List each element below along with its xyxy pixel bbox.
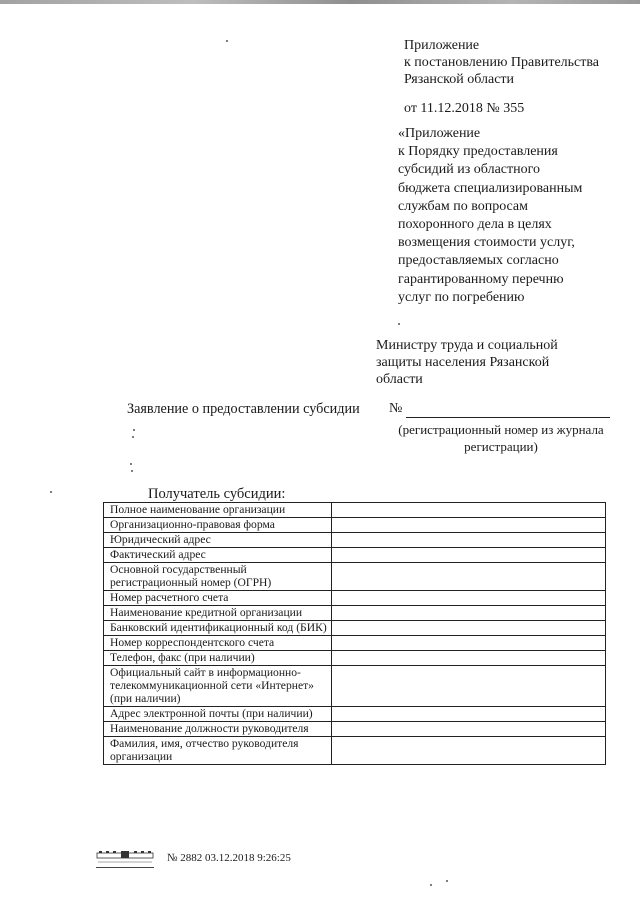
table-row [104, 707, 606, 722]
row-value-field[interactable] [332, 621, 606, 636]
row-value-field[interactable] [332, 518, 606, 533]
row-label: Номер расчетного счета [104, 591, 332, 606]
procedure-line: «Приложение [398, 126, 481, 141]
table-row [104, 722, 606, 737]
row-value-field[interactable] [332, 737, 606, 765]
scan-speck [398, 323, 400, 325]
appendix-header [404, 37, 599, 117]
registration-stamp-number: № 2882 03.12.2018 9:26:25 [167, 852, 291, 864]
application-title: Заявление о предоставлении субсидии [127, 401, 360, 417]
addressee-line: Министру труда и социальной [376, 338, 558, 353]
row-label: Юридический адрес [104, 533, 332, 548]
row-value-field[interactable] [332, 636, 606, 651]
appendix-line-3: Рязанской области [404, 72, 515, 87]
table-row [104, 591, 606, 606]
procedure-line: предоставляемых согласно [398, 253, 559, 269]
procedure-line: службам по вопросам [398, 198, 529, 214]
recipient-table [103, 502, 606, 765]
row-label: Банковский идентификационный код (БИК) [104, 621, 332, 636]
table-row [104, 606, 606, 621]
row-label: Фактический адрес [104, 548, 332, 563]
row-label: Наименование должности руководителя [104, 722, 332, 737]
registration-number-hint: (регистрационный номер из журнала регистрации) [398, 422, 604, 454]
procedure-line: похоронного дела в целях [398, 217, 552, 233]
scan-speck [132, 436, 134, 438]
procedure-line: субсидий из областного [398, 162, 540, 178]
table-row [104, 737, 606, 765]
registration-stamp-logo [96, 851, 154, 868]
fortress-logo-icon [96, 851, 154, 867]
scan-speck [430, 884, 432, 886]
row-value-field[interactable] [332, 503, 606, 518]
row-value-field[interactable] [332, 707, 606, 722]
registration-number-label: № [389, 401, 403, 416]
procedure-line: бюджета специализированным [398, 180, 583, 196]
scan-speck [131, 470, 133, 472]
procedure-line: возмещения стоимости услуг, [398, 235, 575, 251]
row-value-field[interactable] [332, 722, 606, 737]
row-label: Адрес электронной почты (при наличии) [104, 707, 332, 722]
recipient-title: Получатель субсидии: [148, 486, 286, 502]
table-row [104, 503, 606, 518]
table-row [104, 651, 606, 666]
row-value-field[interactable] [332, 548, 606, 563]
table-row [104, 666, 606, 707]
row-label: Телефон, факс (при наличии) [104, 651, 332, 666]
row-label: Официальный сайт в информационно-телекоммуникационной сети «Интернет» (при наличии) [104, 666, 332, 707]
table-row [104, 518, 606, 533]
procedure-line: к Порядку предоставления [398, 144, 558, 160]
procedure-appendix-block [398, 125, 582, 307]
table-row [104, 621, 606, 636]
row-value-field[interactable] [332, 591, 606, 606]
row-label: Полное наименование организации [104, 503, 332, 518]
row-value-field[interactable] [332, 651, 606, 666]
scan-speck [133, 429, 135, 431]
table-row [104, 548, 606, 563]
scan-edge-artifact [0, 0, 640, 4]
addressee-line: защиты населения Рязанской [376, 355, 550, 370]
appendix-line-1: Приложение [404, 38, 480, 53]
scan-speck [226, 40, 228, 42]
addressee-block [376, 337, 558, 388]
scan-speck [446, 880, 448, 882]
row-label: Наименование кредитной организации [104, 606, 332, 621]
scan-speck [130, 463, 132, 465]
row-value-field[interactable] [332, 533, 606, 548]
addressee-line: области [376, 372, 423, 387]
row-label: Номер корреспондентского счета [104, 636, 332, 651]
table-row [104, 533, 606, 548]
row-label: Основной государственный регистрационный номер (ОГРН) [104, 563, 332, 591]
registration-number-field[interactable] [406, 417, 610, 418]
row-label: Организационно-правовая форма [104, 518, 332, 533]
row-label: Фамилия, имя, отчество руководителя организации [104, 737, 332, 765]
row-value-field[interactable] [332, 606, 606, 621]
appendix-date: от 11.12.2018 № 355 [404, 101, 525, 116]
procedure-line: услуг по погребению [398, 289, 525, 305]
table-row [104, 563, 606, 591]
table-row [104, 636, 606, 651]
procedure-line: гарантированному перечню [398, 271, 564, 287]
row-value-field[interactable] [332, 666, 606, 707]
row-value-field[interactable] [332, 563, 606, 591]
scan-speck [50, 491, 52, 493]
appendix-line-2: к постановлению Правительства [404, 55, 600, 70]
